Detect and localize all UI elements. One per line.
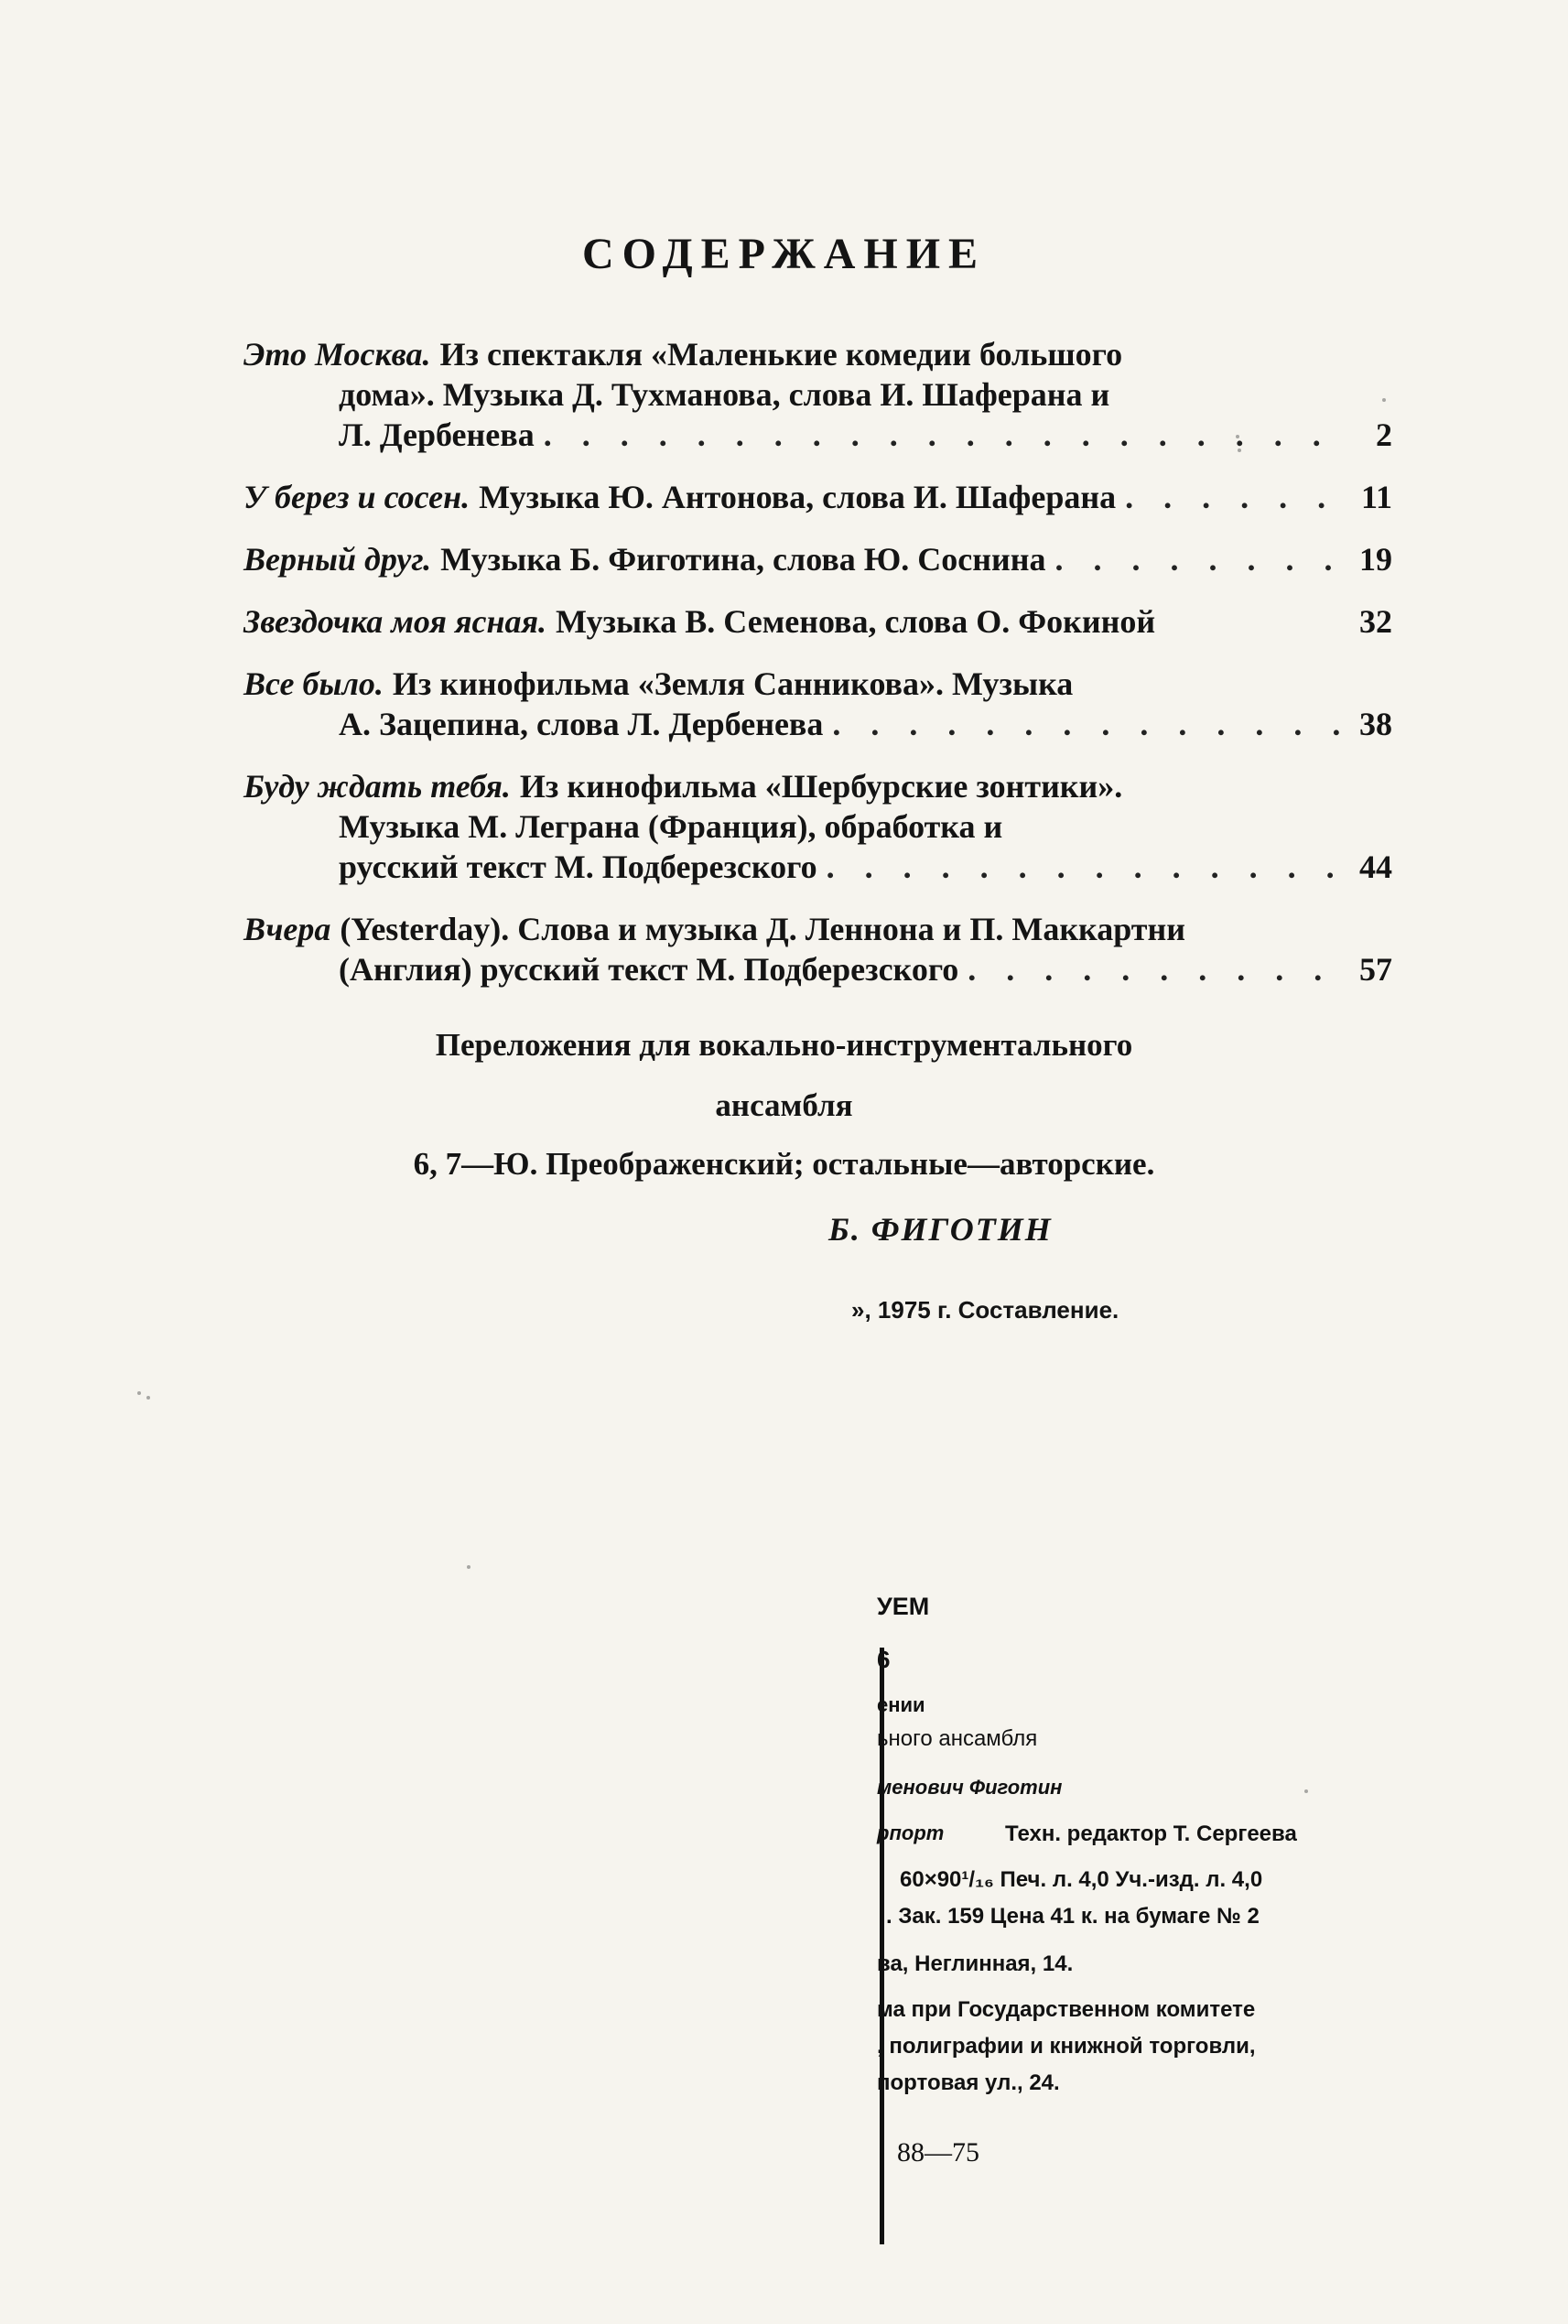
imprint-line: ва, Неглинная, 14.	[877, 1951, 1074, 1976]
scan-speck	[1236, 435, 1239, 438]
imprint-line: . Зак. 159 Цена 41 к. на бумаге № 2	[886, 1904, 1260, 1929]
imprint-line: ьного ансамбля	[877, 1726, 1038, 1751]
toc-page-number: 38	[1359, 706, 1392, 742]
dot-leader	[827, 847, 1346, 887]
toc-entry-text: Музыка В. Семенова, слова О. Фокиной	[556, 603, 1156, 640]
dot-leader	[544, 415, 1346, 455]
scan-speck	[1382, 398, 1386, 402]
imprint-line: Техн. редактор Т. Сергеева	[1005, 1821, 1297, 1846]
toc-entry-text: Из кинофильма «Шербурские зонтики».	[519, 768, 1123, 805]
toc-page-number: 2	[1376, 416, 1392, 453]
toc-entry-text: (Yesterday). Слова и музыка Д. Леннона и П. Маккартни	[340, 911, 1185, 947]
arrangement-note: 6, 7—Ю. Преображенский; остальные—авторские.	[413, 1146, 1155, 1182]
scan-speck	[146, 1396, 150, 1400]
toc-entry-text: Л. Дербенева	[339, 416, 535, 453]
toc-entry	[243, 334, 1392, 455]
toc-entry	[243, 909, 1392, 989]
scan-speck	[1304, 1789, 1308, 1793]
toc-page-number: 19	[1359, 541, 1392, 578]
toc-page-number: 11	[1360, 479, 1392, 515]
toc-entry-title: У берез и сосен.	[243, 479, 470, 515]
toc-entry-title: Это Москва.	[243, 336, 431, 373]
toc-entry	[243, 664, 1392, 744]
imprint-line: рпорт	[877, 1821, 945, 1844]
imprint-line: УЕМ	[877, 1593, 930, 1620]
dot-leader	[968, 949, 1346, 989]
scan-speck	[467, 1565, 470, 1569]
imprint-line: портовая ул., 24.	[877, 2070, 1060, 2095]
scan-speck	[1238, 449, 1241, 452]
copyright-line: », 1975 г. Составление.	[851, 1296, 1119, 1324]
toc-entry	[243, 766, 1392, 887]
toc-entry-text: дома». Музыка Д. Тухманова, слова И. Шаферана и	[339, 376, 1110, 413]
toc-page-number: 32	[1359, 603, 1392, 640]
toc-entry-title: Буду ждать тебя.	[243, 768, 511, 805]
toc-page-number: 44	[1359, 849, 1392, 885]
toc-page-number: 57	[1359, 951, 1392, 988]
toc-entry-title: Вчера	[243, 911, 331, 947]
dot-leader	[1125, 477, 1346, 517]
arrangement-note: Переложения для вокально-инструментального	[435, 1027, 1133, 1063]
toc-entry	[243, 477, 1392, 517]
imprint-line: ма при Государственном комитете	[877, 1997, 1256, 2022]
imprint-line: менович Фиготин	[877, 1776, 1063, 1799]
imprint-line: ении	[877, 1693, 925, 1716]
toc-entry-text: А. Зацепина, слова Л. Дербенева	[339, 706, 824, 742]
arrangement-note: ансамбля	[715, 1087, 853, 1123]
dot-leader	[1055, 539, 1347, 579]
toc-entry-title: Все было.	[243, 665, 384, 702]
scan-speck	[137, 1391, 141, 1395]
imprint-line: 60×90¹/₁₆ Печ. л. 4,0 Уч.-изд. л. 4,0	[900, 1867, 1263, 1892]
dot-leader	[832, 704, 1346, 744]
table-of-contents	[243, 334, 1392, 1011]
toc-entry	[243, 601, 1392, 642]
toc-entry-text: Музыка Ю. Антонова, слова И. Шаферана	[479, 479, 1117, 515]
compiler-signature: Б. ФИГОТИН	[828, 1211, 1053, 1248]
imprint-line: 88—75	[897, 2137, 979, 2167]
toc-entry-text: Музыка Б. Фиготина, слова Ю. Соснина	[440, 541, 1046, 578]
toc-entry-text: Из спектакля «Маленькие комедии большого	[439, 336, 1123, 373]
toc-entry-text: Из кинофильма «Земля Санникова». Музыка	[392, 665, 1074, 702]
toc-entry	[243, 539, 1392, 579]
toc-entry-title: Звездочка моя ясная.	[243, 603, 546, 640]
imprint-line: 6	[877, 1646, 891, 1673]
toc-entry-text: Музыка М. Леграна (Франция), обработка и	[339, 808, 1003, 845]
imprint-line: , полиграфии и книжной торговли,	[877, 2034, 1256, 2059]
page-title: СОДЕРЖАНИЕ	[581, 230, 987, 278]
toc-entry-text: (Англия) русский текст М. Подберезского	[339, 951, 959, 988]
toc-entry-text: русский текст М. Подберезского	[339, 849, 817, 885]
toc-entry-title: Верный друг.	[243, 541, 432, 578]
